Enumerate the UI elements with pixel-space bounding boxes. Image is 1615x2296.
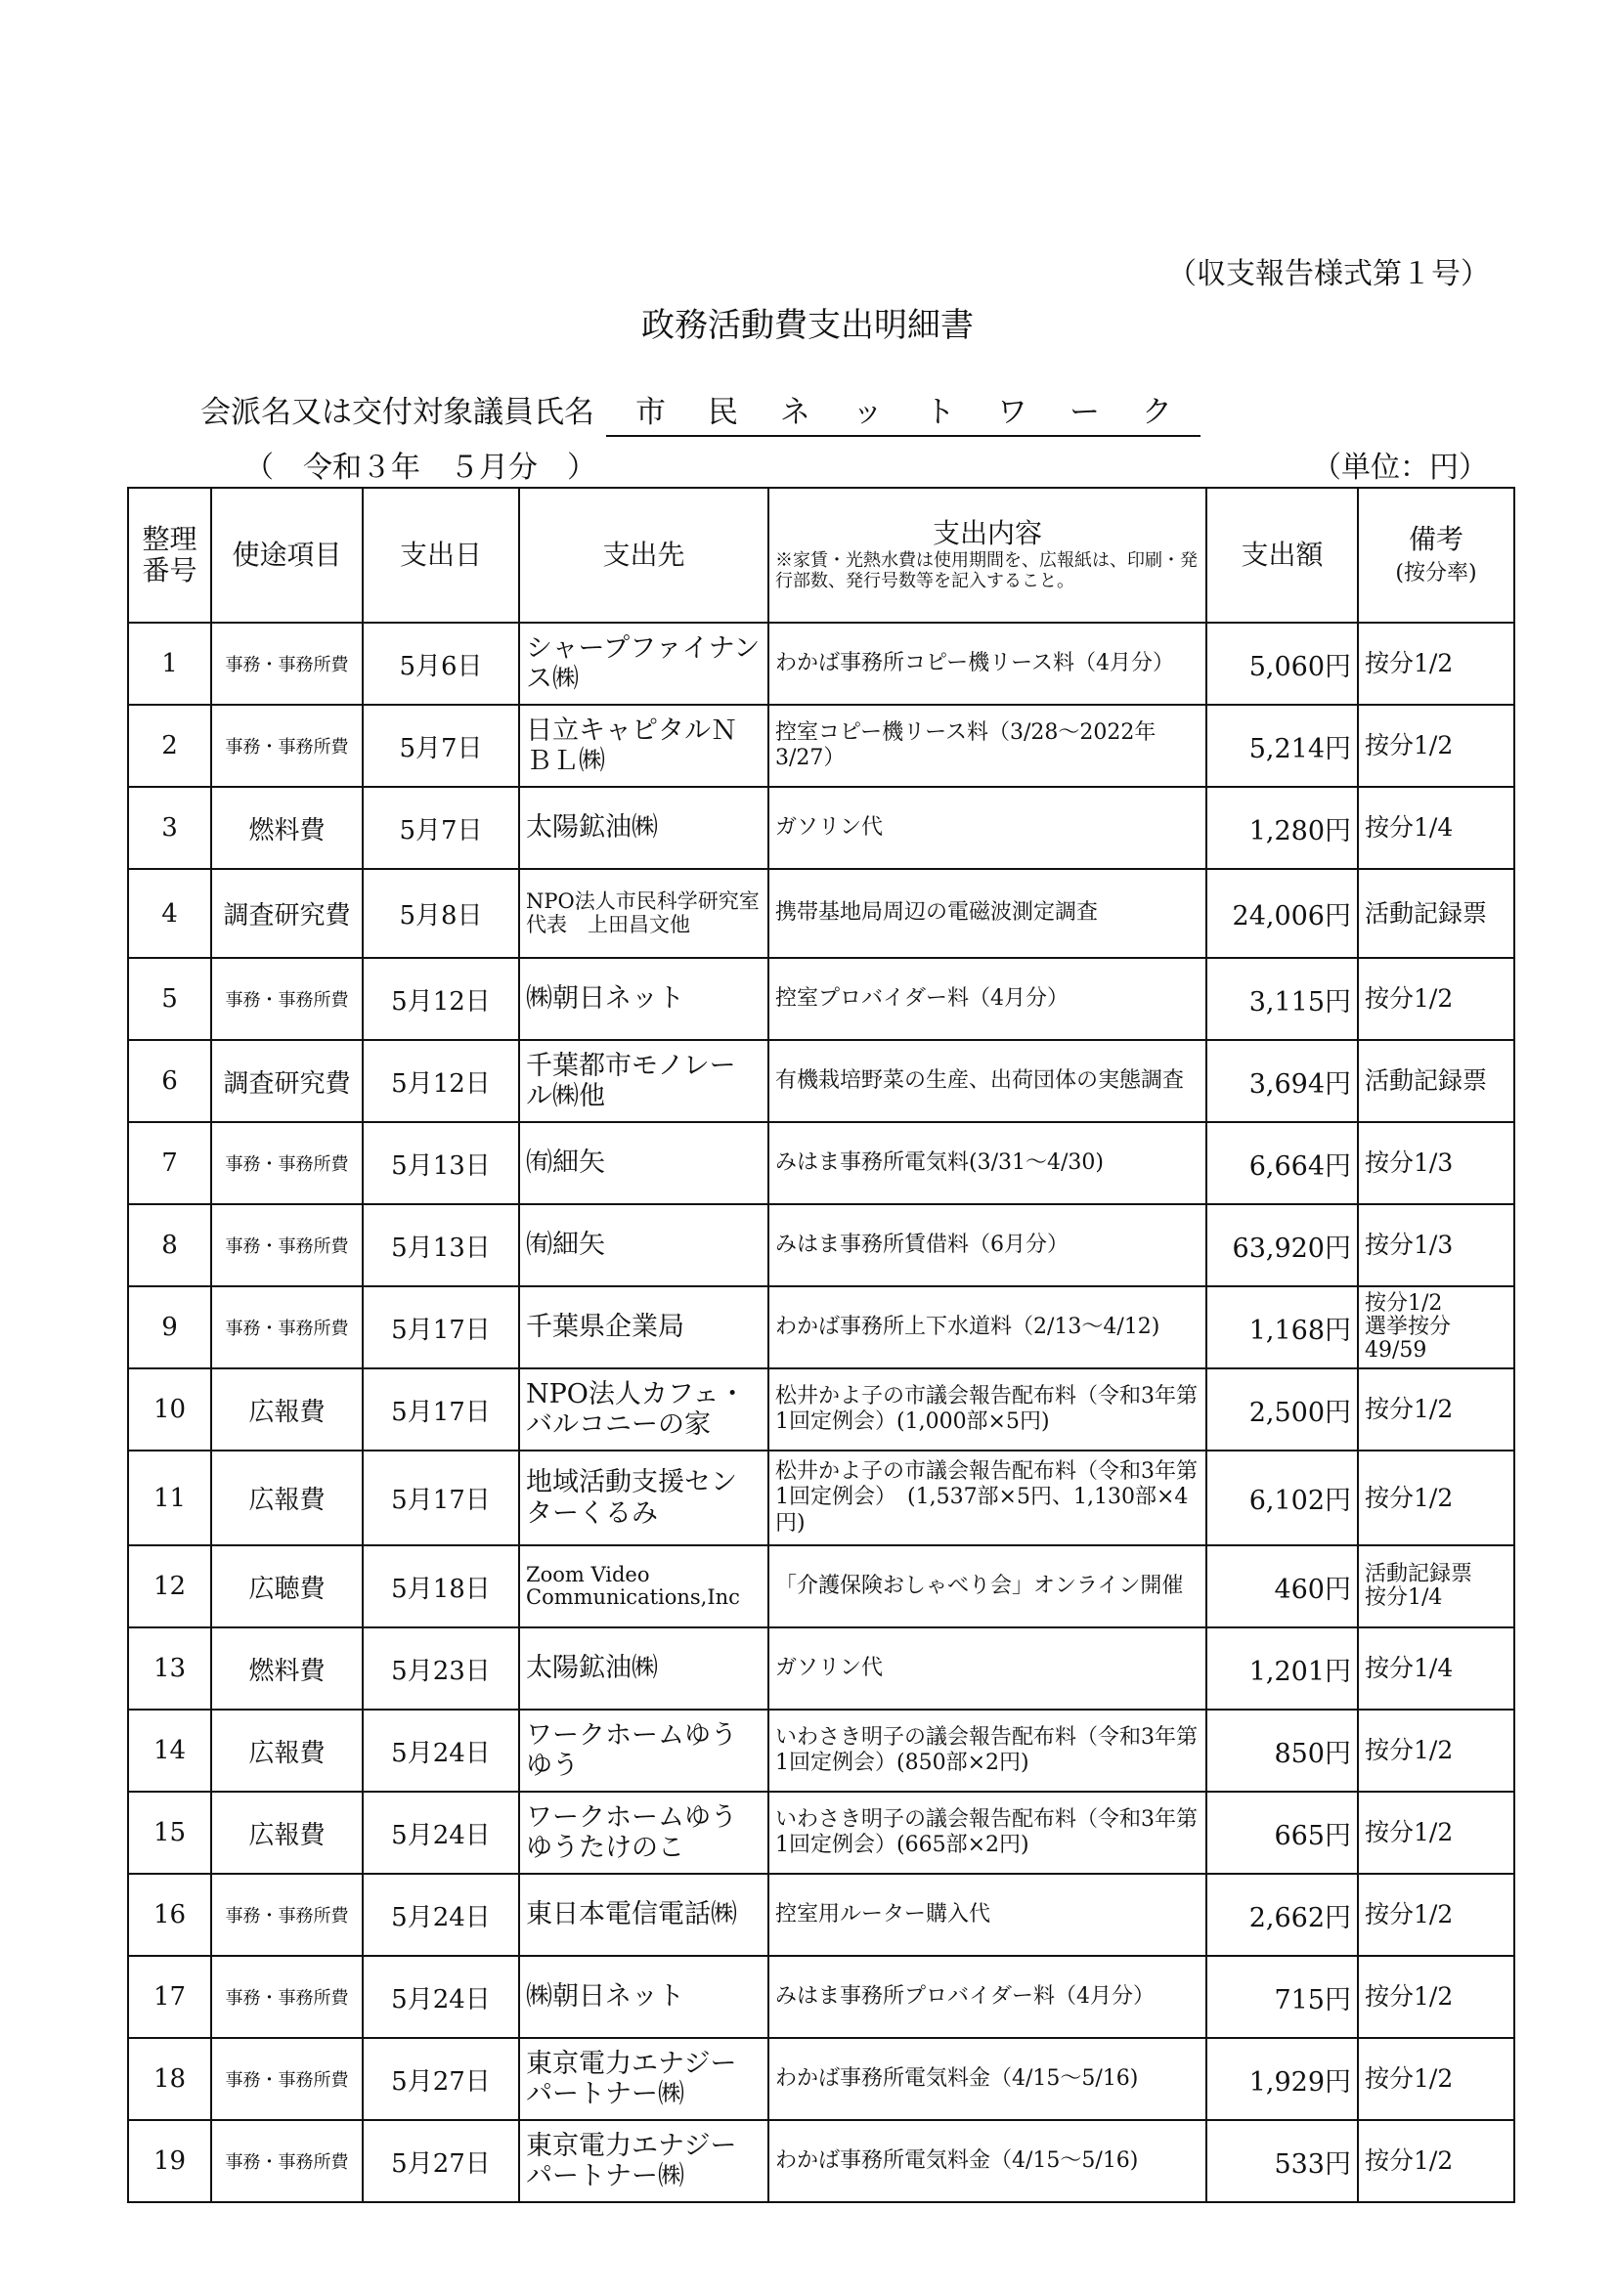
cell-usage: 広報費 <box>211 1368 363 1451</box>
cell-amount: 533円 <box>1206 2120 1358 2202</box>
header-content <box>768 488 1206 623</box>
cell-amount: 460円 <box>1206 1545 1358 1627</box>
cell-usage: 広聴費 <box>211 1545 363 1627</box>
header-remarks <box>1358 488 1514 623</box>
cell-remarks: 按分1/4 <box>1358 1627 1514 1710</box>
cell-content: 携帯基地局周辺の電磁波測定調査 <box>768 869 1206 958</box>
cell-remarks: 按分1/3 <box>1358 1122 1514 1204</box>
cell-payee: Zoom Video Communications,Inc <box>519 1545 768 1627</box>
cell-content: わかば事務所電気料金（4/15～5/16) <box>768 2038 1206 2120</box>
table-row <box>128 2120 1514 2202</box>
cell-usage: 事務・事務所費 <box>211 705 363 787</box>
cell-payee: 地域活動支援センターくるみ <box>519 1451 768 1545</box>
cell-usage: 調査研究費 <box>211 1040 363 1122</box>
cell-no: 15 <box>128 1792 211 1874</box>
table-row <box>128 1286 1514 1368</box>
header-remarks-sub: (按分率) <box>1395 561 1477 585</box>
cell-no: 19 <box>128 2120 211 2202</box>
cell-amount: 1,280円 <box>1206 787 1358 869</box>
cell-payee: ㈲細矢 <box>519 1204 768 1286</box>
cell-content: ガソリン代 <box>768 1627 1206 1710</box>
cell-amount: 63,920円 <box>1206 1204 1358 1286</box>
cell-no: 8 <box>128 1204 211 1286</box>
cell-usage: 広報費 <box>211 1710 363 1792</box>
form-number: （収支報告様式第１号） <box>1167 257 1490 291</box>
cell-remarks: 按分1/2 <box>1358 1956 1514 2038</box>
cell-usage: 事務・事務所費 <box>211 1122 363 1204</box>
cell-amount: 2,500円 <box>1206 1368 1358 1451</box>
cell-usage: 事務・事務所費 <box>211 2038 363 2120</box>
party-name: 市民ネットワーク <box>606 387 1200 437</box>
cell-date: 5月24日 <box>363 1710 519 1792</box>
cell-amount: 5,214円 <box>1206 705 1358 787</box>
expense-table <box>127 487 1515 2203</box>
cell-date: 5月18日 <box>363 1545 519 1627</box>
cell-content: いわさき明子の議会報告配布料（令和3年第1回定例会）(850部×2円) <box>768 1710 1206 1792</box>
cell-content: わかば事務所上下水道料（2/13～4/12) <box>768 1286 1206 1368</box>
cell-remarks: 按分1/2 <box>1358 1874 1514 1956</box>
table-row <box>128 1122 1514 1204</box>
cell-content: みはま事務所プロバイダー料（4月分） <box>768 1956 1206 2038</box>
cell-no: 9 <box>128 1286 211 1368</box>
cell-amount: 1,168円 <box>1206 1286 1358 1368</box>
cell-no: 1 <box>128 623 211 705</box>
cell-payee: ㈲細矢 <box>519 1122 768 1204</box>
cell-usage: 燃料費 <box>211 1627 363 1710</box>
cell-payee: 千葉県企業局 <box>519 1286 768 1368</box>
cell-remarks: 按分1/2 <box>1358 2120 1514 2202</box>
table-body <box>128 623 1514 2202</box>
cell-amount: 24,006円 <box>1206 869 1358 958</box>
cell-amount: 6,664円 <box>1206 1122 1358 1204</box>
cell-date: 5月12日 <box>363 1040 519 1122</box>
cell-amount: 6,102円 <box>1206 1451 1358 1545</box>
cell-payee: NPO法人カフェ・バルコニーの家 <box>519 1368 768 1451</box>
table-row <box>128 1545 1514 1627</box>
cell-remarks: 按分1/2 選挙按分 49/59 <box>1358 1286 1514 1368</box>
cell-no: 16 <box>128 1874 211 1956</box>
cell-remarks: 按分1/2 <box>1358 1792 1514 1874</box>
cell-no: 14 <box>128 1710 211 1792</box>
table-row <box>128 1792 1514 1874</box>
cell-usage: 事務・事務所費 <box>211 1204 363 1286</box>
cell-amount: 2,662円 <box>1206 1874 1358 1956</box>
cell-amount: 715円 <box>1206 1956 1358 2038</box>
cell-usage: 燃料費 <box>211 787 363 869</box>
cell-amount: 3,115円 <box>1206 958 1358 1040</box>
cell-usage: 事務・事務所費 <box>211 2120 363 2202</box>
cell-payee: ワークホームゆうゆうたけのこ <box>519 1792 768 1874</box>
table-row <box>128 1040 1514 1122</box>
cell-remarks: 活動記録票 按分1/4 <box>1358 1545 1514 1627</box>
cell-no: 13 <box>128 1627 211 1710</box>
cell-payee: ㈱朝日ネット <box>519 958 768 1040</box>
header-remarks-label: 備考 <box>1408 522 1463 555</box>
cell-amount: 5,060円 <box>1206 623 1358 705</box>
cell-date: 5月24日 <box>363 1874 519 1956</box>
table-row <box>128 1874 1514 1956</box>
cell-date: 5月13日 <box>363 1122 519 1204</box>
cell-usage: 広報費 <box>211 1792 363 1874</box>
cell-no: 4 <box>128 869 211 958</box>
table-row <box>128 623 1514 705</box>
cell-date: 5月17日 <box>363 1451 519 1545</box>
cell-remarks: 按分1/2 <box>1358 1710 1514 1792</box>
cell-content: 控室プロバイダー料（4月分） <box>768 958 1206 1040</box>
cell-date: 5月6日 <box>363 623 519 705</box>
cell-usage: 事務・事務所費 <box>211 1956 363 2038</box>
cell-content: みはま事務所電気料(3/31～4/30) <box>768 1122 1206 1204</box>
table-row <box>128 1451 1514 1545</box>
cell-date: 5月8日 <box>363 869 519 958</box>
document-title: 政務活動費支出明細書 <box>641 306 974 345</box>
cell-amount: 3,694円 <box>1206 1040 1358 1122</box>
cell-date: 5月7日 <box>363 705 519 787</box>
report-period: （ 令和３年 ５月分 ） <box>244 451 596 485</box>
header-usage: 使途項目 <box>211 488 363 623</box>
table-header-row <box>128 488 1514 623</box>
table-row <box>128 1956 1514 2038</box>
cell-payee: 千葉都市モノレール㈱他 <box>519 1040 768 1122</box>
cell-payee: 太陽鉱油㈱ <box>519 1627 768 1710</box>
cell-remarks: 按分1/4 <box>1358 787 1514 869</box>
cell-content: 控室用ルーター購入代 <box>768 1874 1206 1956</box>
cell-no: 2 <box>128 705 211 787</box>
table-row <box>128 705 1514 787</box>
cell-amount: 665円 <box>1206 1792 1358 1874</box>
currency-unit: （単位：円） <box>1312 451 1488 485</box>
cell-payee: 太陽鉱油㈱ <box>519 787 768 869</box>
header-date: 支出日 <box>363 488 519 623</box>
cell-remarks: 按分1/2 <box>1358 2038 1514 2120</box>
cell-payee: シャープファイナンス㈱ <box>519 623 768 705</box>
cell-content: 控室コピー機リース料（3/28～2022年3/27） <box>768 705 1206 787</box>
cell-date: 5月24日 <box>363 1956 519 2038</box>
cell-remarks: 活動記録票 <box>1358 1040 1514 1122</box>
header-payee: 支出先 <box>519 488 768 623</box>
cell-no: 5 <box>128 958 211 1040</box>
cell-remarks: 活動記録票 <box>1358 869 1514 958</box>
cell-content: 松井かよ子の市議会報告配布料（令和3年第1回定例会） (1,537部×5円、1,130部×4円) <box>768 1451 1206 1545</box>
cell-date: 5月13日 <box>363 1204 519 1286</box>
cell-date: 5月27日 <box>363 2120 519 2202</box>
cell-date: 5月24日 <box>363 1792 519 1874</box>
cell-no: 11 <box>128 1451 211 1545</box>
cell-payee: 東日本電信電話㈱ <box>519 1874 768 1956</box>
cell-remarks: 按分1/2 <box>1358 705 1514 787</box>
cell-no: 10 <box>128 1368 211 1451</box>
header-no: 整理番号 <box>128 488 211 623</box>
cell-remarks: 按分1/3 <box>1358 1204 1514 1286</box>
cell-amount: 1,929円 <box>1206 2038 1358 2120</box>
header-content-note: ※家賃・光熱水費は使用期間を、広報紙は、印刷・発行部数、発行号数等を記入すること。 <box>775 549 1198 592</box>
cell-amount: 1,201円 <box>1206 1627 1358 1710</box>
cell-payee: 日立キャピタルＮＢＬ㈱ <box>519 705 768 787</box>
cell-content: ガソリン代 <box>768 787 1206 869</box>
cell-date: 5月17日 <box>363 1368 519 1451</box>
header-content-label: 支出内容 <box>932 517 1042 550</box>
cell-usage: 事務・事務所費 <box>211 1286 363 1368</box>
cell-payee: 東京電力エナジーパートナー㈱ <box>519 2120 768 2202</box>
cell-payee: 東京電力エナジーパートナー㈱ <box>519 2038 768 2120</box>
table-row <box>128 787 1514 869</box>
cell-usage: 事務・事務所費 <box>211 958 363 1040</box>
cell-usage: 調査研究費 <box>211 869 363 958</box>
header-amount: 支出額 <box>1206 488 1358 623</box>
cell-no: 7 <box>128 1122 211 1204</box>
cell-remarks: 按分1/2 <box>1358 623 1514 705</box>
cell-content: 「介護保険おしゃべり会」オンライン開催 <box>768 1545 1206 1627</box>
cell-remarks: 按分1/2 <box>1358 1368 1514 1451</box>
cell-usage: 広報費 <box>211 1451 363 1545</box>
cell-payee: ワークホームゆうゆう <box>519 1710 768 1792</box>
cell-payee: NPO法人市民科学研究室 代表 上田昌文他 <box>519 869 768 958</box>
cell-date: 5月27日 <box>363 2038 519 2120</box>
cell-no: 18 <box>128 2038 211 2120</box>
cell-no: 3 <box>128 787 211 869</box>
table-row <box>128 1710 1514 1792</box>
table-row <box>128 2038 1514 2120</box>
party-label: 会派名又は交付対象議員氏名 <box>200 395 594 430</box>
cell-date: 5月7日 <box>363 787 519 869</box>
cell-usage: 事務・事務所費 <box>211 623 363 705</box>
cell-remarks: 按分1/2 <box>1358 958 1514 1040</box>
table-row <box>128 1204 1514 1286</box>
table-row <box>128 958 1514 1040</box>
cell-date: 5月23日 <box>363 1627 519 1710</box>
cell-date: 5月12日 <box>363 958 519 1040</box>
cell-usage: 事務・事務所費 <box>211 1874 363 1956</box>
table-row <box>128 1627 1514 1710</box>
cell-no: 17 <box>128 1956 211 2038</box>
cell-date: 5月17日 <box>363 1286 519 1368</box>
cell-no: 6 <box>128 1040 211 1122</box>
cell-amount: 850円 <box>1206 1710 1358 1792</box>
cell-content: 松井かよ子の市議会報告配布料（令和3年第1回定例会）(1,000部×5円) <box>768 1368 1206 1451</box>
table-row <box>128 1368 1514 1451</box>
cell-content: みはま事務所賃借料（6月分） <box>768 1204 1206 1286</box>
cell-no: 12 <box>128 1545 211 1627</box>
cell-content: いわさき明子の議会報告配布料（令和3年第1回定例会）(665部×2円) <box>768 1792 1206 1874</box>
cell-content: わかば事務所電気料金（4/15～5/16) <box>768 2120 1206 2202</box>
cell-content: 有機栽培野菜の生産、出荷団体の実態調査 <box>768 1040 1206 1122</box>
table-row <box>128 869 1514 958</box>
cell-remarks: 按分1/2 <box>1358 1451 1514 1545</box>
cell-content: わかば事務所コピー機リース料（4月分） <box>768 623 1206 705</box>
cell-payee: ㈱朝日ネット <box>519 1956 768 2038</box>
